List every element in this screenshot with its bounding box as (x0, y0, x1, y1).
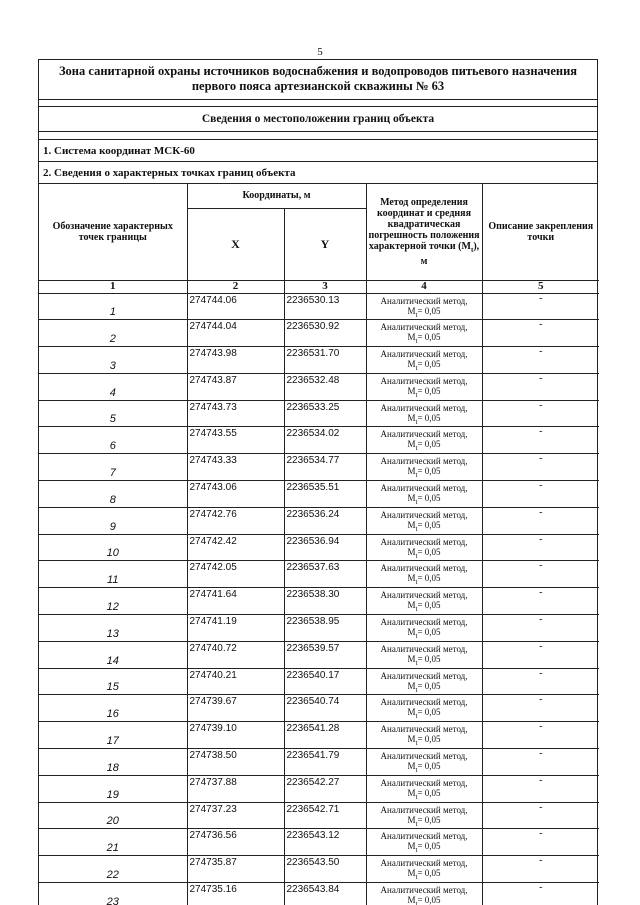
table-row (39, 722, 599, 749)
method-accuracy (367, 734, 482, 748)
fixing-description: - (482, 883, 599, 905)
y-coordinate: 2236537.63 (284, 561, 366, 588)
method-cell (366, 588, 482, 615)
accuracy-subscript: t (415, 846, 418, 855)
column-number: 2 (187, 280, 284, 293)
accuracy-value: = 0,05 (417, 493, 441, 504)
method-text: Аналитический метод, (380, 885, 468, 896)
x-coordinate: 274743.98 (187, 347, 284, 374)
method-text: Аналитический метод, (380, 456, 468, 467)
points-table (39, 184, 599, 905)
method-cell (366, 320, 482, 347)
y-coordinate: 2236542.27 (284, 775, 366, 802)
table-row (39, 373, 599, 400)
column-number: 4 (366, 280, 482, 293)
y-coordinate: 2236540.74 (284, 695, 366, 722)
method-cell (366, 802, 482, 829)
section-title: Сведения о местоположении границ объекта (39, 107, 597, 132)
accuracy-symbol: M (407, 707, 416, 718)
table-row (39, 668, 599, 695)
fixing-description: - (482, 588, 599, 615)
point-number: 3 (39, 347, 187, 374)
method-accuracy (367, 547, 482, 561)
accuracy-value: = 0,05 (417, 734, 441, 745)
x-coordinate: 274736.56 (187, 829, 284, 856)
method-text: Аналитический метод, (380, 697, 468, 708)
accuracy-subscript: t (415, 310, 418, 319)
table-row (39, 454, 599, 481)
accuracy-symbol: M (407, 814, 416, 825)
method-text: Аналитический метод, (380, 670, 468, 681)
accuracy-symbol: M (407, 439, 416, 450)
accuracy-subscript: t (415, 739, 418, 748)
accuracy-subscript: t (415, 605, 418, 614)
accuracy-value: = 0,05 (417, 841, 441, 852)
method-text: Аналитический метод, (380, 375, 468, 386)
table-row (39, 856, 599, 883)
point-number: 22 (39, 856, 187, 883)
accuracy-subscript: t (415, 685, 418, 694)
method-text: Аналитический метод, (380, 349, 468, 360)
x-coordinate: 274740.21 (187, 668, 284, 695)
method-text: Аналитический метод, (380, 429, 468, 440)
point-number: 10 (39, 534, 187, 561)
table-row (39, 507, 599, 534)
method-accuracy (367, 359, 482, 373)
method-text: Аналитический метод, (380, 804, 468, 815)
method-cell (366, 749, 482, 776)
method-cell (366, 695, 482, 722)
accuracy-symbol: M (407, 734, 416, 745)
method-text: Аналитический метод, (380, 777, 468, 788)
method-accuracy (367, 600, 482, 614)
accuracy-subscript: t (415, 363, 418, 372)
point-number: 13 (39, 615, 187, 642)
y-coordinate: 2236531.70 (284, 347, 366, 374)
x-coordinate: 274742.05 (187, 561, 284, 588)
y-coordinate: 2236543.84 (284, 883, 366, 905)
fixing-description: - (482, 829, 599, 856)
accuracy-value: = 0,05 (417, 787, 441, 798)
fixing-description: - (482, 749, 599, 776)
accuracy-symbol: M (407, 868, 416, 879)
table-row (39, 561, 599, 588)
table-row (39, 427, 599, 454)
x-coordinate: 274743.55 (187, 427, 284, 454)
header-y: Y (284, 208, 366, 280)
x-coordinate: 274742.76 (187, 507, 284, 534)
point-number: 5 (39, 400, 187, 427)
accuracy-value: = 0,05 (417, 573, 441, 584)
fixing-description: - (482, 427, 599, 454)
method-accuracy (367, 493, 482, 507)
header-x: X (187, 208, 284, 280)
fixing-description: - (482, 615, 599, 642)
method-accuracy (367, 841, 482, 855)
accuracy-symbol: M (407, 680, 416, 691)
y-coordinate: 2236543.50 (284, 856, 366, 883)
accuracy-symbol: M (407, 466, 416, 477)
header-method-suffix: ), м (420, 240, 480, 267)
accuracy-value: = 0,05 (417, 600, 441, 611)
y-coordinate: 2236540.17 (284, 668, 366, 695)
method-accuracy (367, 439, 482, 453)
accuracy-subscript: t (415, 765, 418, 774)
method-accuracy (367, 681, 482, 695)
table-row (39, 883, 599, 905)
method-text: Аналитический метод, (380, 483, 468, 494)
table-row (39, 749, 599, 776)
method-accuracy (367, 627, 482, 641)
table-row (39, 293, 599, 320)
method-text: Аналитический метод, (380, 295, 468, 306)
point-number: 14 (39, 641, 187, 668)
method-accuracy (367, 520, 482, 534)
method-cell (366, 373, 482, 400)
fixing-description: - (482, 641, 599, 668)
spacer-row (39, 132, 597, 140)
accuracy-value: = 0,05 (417, 761, 441, 772)
document-title: Зона санитарной охраны источников водоснабжения и водопроводов питьевого назначения первого пояса артезианской скважины № 63 (39, 60, 597, 100)
method-cell (366, 454, 482, 481)
method-accuracy (367, 466, 482, 480)
method-text: Аналитический метод, (380, 617, 468, 628)
y-coordinate: 2236532.48 (284, 373, 366, 400)
point-number: 18 (39, 749, 187, 776)
accuracy-symbol: M (407, 787, 416, 798)
fixing-description: - (482, 775, 599, 802)
fixing-description: - (482, 695, 599, 722)
accuracy-value: = 0,05 (417, 895, 441, 905)
x-coordinate: 274743.06 (187, 481, 284, 508)
method-accuracy (367, 573, 482, 587)
accuracy-symbol: M (407, 600, 416, 611)
column-number: 3 (284, 280, 366, 293)
point-number: 11 (39, 561, 187, 588)
method-cell (366, 534, 482, 561)
header-coords: Координаты, м (187, 184, 366, 208)
table-row (39, 695, 599, 722)
accuracy-subscript: t (415, 497, 418, 506)
method-accuracy (367, 306, 482, 320)
accuracy-symbol: M (407, 359, 416, 370)
accuracy-subscript: t (415, 658, 418, 667)
method-accuracy (367, 788, 482, 802)
x-coordinate: 274739.67 (187, 695, 284, 722)
y-coordinate: 2236543.12 (284, 829, 366, 856)
method-text: Аналитический метод, (380, 724, 468, 735)
x-coordinate: 274737.88 (187, 775, 284, 802)
accuracy-symbol: M (407, 493, 416, 504)
accuracy-symbol: M (407, 332, 416, 343)
x-coordinate: 274743.33 (187, 454, 284, 481)
table-row (39, 534, 599, 561)
accuracy-value: = 0,05 (417, 653, 441, 664)
accuracy-symbol: M (407, 653, 416, 664)
point-number: 19 (39, 775, 187, 802)
header-method (366, 184, 482, 280)
y-coordinate: 2236530.92 (284, 320, 366, 347)
method-text: Аналитический метод, (380, 590, 468, 601)
accuracy-value: = 0,05 (417, 305, 441, 316)
accuracy-value: = 0,05 (417, 466, 441, 477)
accuracy-value: = 0,05 (417, 412, 441, 423)
accuracy-value: = 0,05 (417, 546, 441, 557)
accuracy-value: = 0,05 (417, 332, 441, 343)
column-number: 5 (482, 280, 599, 293)
y-coordinate: 2236538.30 (284, 588, 366, 615)
point-number: 1 (39, 293, 187, 320)
accuracy-subscript: t (415, 551, 418, 560)
x-coordinate: 274739.10 (187, 722, 284, 749)
column-number: 1 (39, 280, 187, 293)
x-coordinate: 274741.19 (187, 615, 284, 642)
method-accuracy (367, 654, 482, 668)
method-cell (366, 722, 482, 749)
fixing-description: - (482, 373, 599, 400)
table-body (39, 293, 599, 905)
accuracy-symbol: M (407, 412, 416, 423)
method-accuracy (367, 707, 482, 721)
point-number: 12 (39, 588, 187, 615)
point-number: 23 (39, 883, 187, 905)
x-coordinate: 274744.06 (187, 293, 284, 320)
fixing-description: - (482, 347, 599, 374)
method-text: Аналитический метод, (380, 536, 468, 547)
accuracy-symbol: M (407, 627, 416, 638)
method-text: Аналитический метод, (380, 509, 468, 520)
point-number: 9 (39, 507, 187, 534)
points-heading-line: 2. Сведения о характерных точках границ объекта (39, 162, 597, 184)
x-coordinate: 274743.73 (187, 400, 284, 427)
table-row (39, 481, 599, 508)
table-row (39, 775, 599, 802)
fixing-description: - (482, 293, 599, 320)
method-accuracy (367, 332, 482, 346)
point-number: 8 (39, 481, 187, 508)
accuracy-value: = 0,05 (417, 680, 441, 691)
y-coordinate: 2236541.79 (284, 749, 366, 776)
x-coordinate: 274738.50 (187, 749, 284, 776)
x-coordinate: 274737.23 (187, 802, 284, 829)
accuracy-symbol: M (407, 546, 416, 557)
accuracy-value: = 0,05 (417, 519, 441, 530)
fixing-description: - (482, 802, 599, 829)
page-number: 5 (317, 46, 323, 58)
y-coordinate: 2236534.77 (284, 454, 366, 481)
fixing-description: - (482, 481, 599, 508)
accuracy-value: = 0,05 (417, 439, 441, 450)
point-number: 2 (39, 320, 187, 347)
y-coordinate: 2236541.28 (284, 722, 366, 749)
y-coordinate: 2236533.25 (284, 400, 366, 427)
accuracy-symbol: M (407, 895, 416, 905)
point-number: 4 (39, 373, 187, 400)
accuracy-subscript: t (415, 873, 418, 882)
accuracy-subscript: t (415, 712, 418, 721)
method-text: Аналитический метод, (380, 751, 468, 762)
fixing-description: - (482, 722, 599, 749)
accuracy-subscript: t (415, 819, 418, 828)
method-accuracy (367, 386, 482, 400)
coordinate-system-line: 1. Система координат МСК-60 (39, 140, 597, 162)
accuracy-subscript: t (415, 417, 418, 426)
header-method-sub: t (470, 245, 474, 254)
x-coordinate: 274743.87 (187, 373, 284, 400)
x-coordinate: 274735.87 (187, 856, 284, 883)
accuracy-symbol: M (407, 519, 416, 530)
accuracy-subscript: t (415, 471, 418, 480)
accuracy-subscript: t (415, 578, 418, 587)
accuracy-subscript: t (415, 899, 418, 905)
method-cell (366, 427, 482, 454)
method-cell (366, 615, 482, 642)
method-text: Аналитический метод, (380, 643, 468, 654)
table-row (39, 802, 599, 829)
x-coordinate: 274740.72 (187, 641, 284, 668)
fixing-description: - (482, 320, 599, 347)
y-coordinate: 2236542.71 (284, 802, 366, 829)
table-row (39, 320, 599, 347)
header-point: Обозначение характерных точек границы (39, 184, 187, 280)
y-coordinate: 2236536.94 (284, 534, 366, 561)
method-text: Аналитический метод, (380, 322, 468, 333)
fixing-description: - (482, 454, 599, 481)
table-row (39, 615, 599, 642)
table-row (39, 347, 599, 374)
table-row (39, 588, 599, 615)
header-method-text: Метод определения координат и средняя квадратическая погрешность положения характерной точки (M (368, 196, 480, 252)
method-cell (366, 883, 482, 905)
method-text: Аналитический метод, (380, 402, 468, 413)
method-cell (366, 561, 482, 588)
fixing-description: - (482, 856, 599, 883)
method-cell (366, 347, 482, 374)
point-number: 7 (39, 454, 187, 481)
spacer-row (39, 100, 597, 107)
method-cell (366, 668, 482, 695)
fixing-description: - (482, 507, 599, 534)
method-text: Аналитический метод, (380, 831, 468, 842)
method-accuracy (367, 413, 482, 427)
method-cell (366, 481, 482, 508)
y-coordinate: 2236539.57 (284, 641, 366, 668)
fixing-description: - (482, 668, 599, 695)
accuracy-subscript: t (415, 337, 418, 346)
accuracy-value: = 0,05 (417, 385, 441, 396)
fixing-description: - (482, 400, 599, 427)
method-accuracy (367, 761, 482, 775)
accuracy-subscript: t (415, 631, 418, 640)
method-cell (366, 400, 482, 427)
document-frame (38, 59, 598, 905)
accuracy-subscript: t (415, 792, 418, 801)
method-cell (366, 641, 482, 668)
accuracy-subscript: t (415, 444, 418, 453)
accuracy-symbol: M (407, 841, 416, 852)
accuracy-value: = 0,05 (417, 627, 441, 638)
method-cell (366, 856, 482, 883)
x-coordinate: 274735.16 (187, 883, 284, 905)
accuracy-symbol: M (407, 305, 416, 316)
method-accuracy (367, 815, 482, 829)
x-coordinate: 274744.04 (187, 320, 284, 347)
y-coordinate: 2236538.95 (284, 615, 366, 642)
accuracy-subscript: t (415, 524, 418, 533)
accuracy-value: = 0,05 (417, 707, 441, 718)
point-number: 17 (39, 722, 187, 749)
point-number: 21 (39, 829, 187, 856)
method-cell (366, 293, 482, 320)
method-cell (366, 775, 482, 802)
x-coordinate: 274741.64 (187, 588, 284, 615)
accuracy-subscript: t (415, 390, 418, 399)
method-cell (366, 829, 482, 856)
accuracy-value: = 0,05 (417, 359, 441, 370)
point-number: 15 (39, 668, 187, 695)
point-number: 16 (39, 695, 187, 722)
table-row (39, 829, 599, 856)
table-row (39, 400, 599, 427)
fixing-description: - (482, 561, 599, 588)
y-coordinate: 2236535.51 (284, 481, 366, 508)
accuracy-symbol: M (407, 573, 416, 584)
method-text: Аналитический метод, (380, 858, 468, 869)
y-coordinate: 2236536.24 (284, 507, 366, 534)
accuracy-value: = 0,05 (417, 814, 441, 825)
accuracy-symbol: M (407, 761, 416, 772)
table-row (39, 641, 599, 668)
point-number: 6 (39, 427, 187, 454)
accuracy-symbol: M (407, 385, 416, 396)
accuracy-value: = 0,05 (417, 868, 441, 879)
header-desc: Описание закрепления точки (482, 184, 599, 280)
method-accuracy (367, 895, 482, 905)
point-number: 20 (39, 802, 187, 829)
method-text: Аналитический метод, (380, 563, 468, 574)
fixing-description: - (482, 534, 599, 561)
method-cell (366, 507, 482, 534)
y-coordinate: 2236530.13 (284, 293, 366, 320)
method-accuracy (367, 868, 482, 882)
x-coordinate: 274742.42 (187, 534, 284, 561)
y-coordinate: 2236534.02 (284, 427, 366, 454)
